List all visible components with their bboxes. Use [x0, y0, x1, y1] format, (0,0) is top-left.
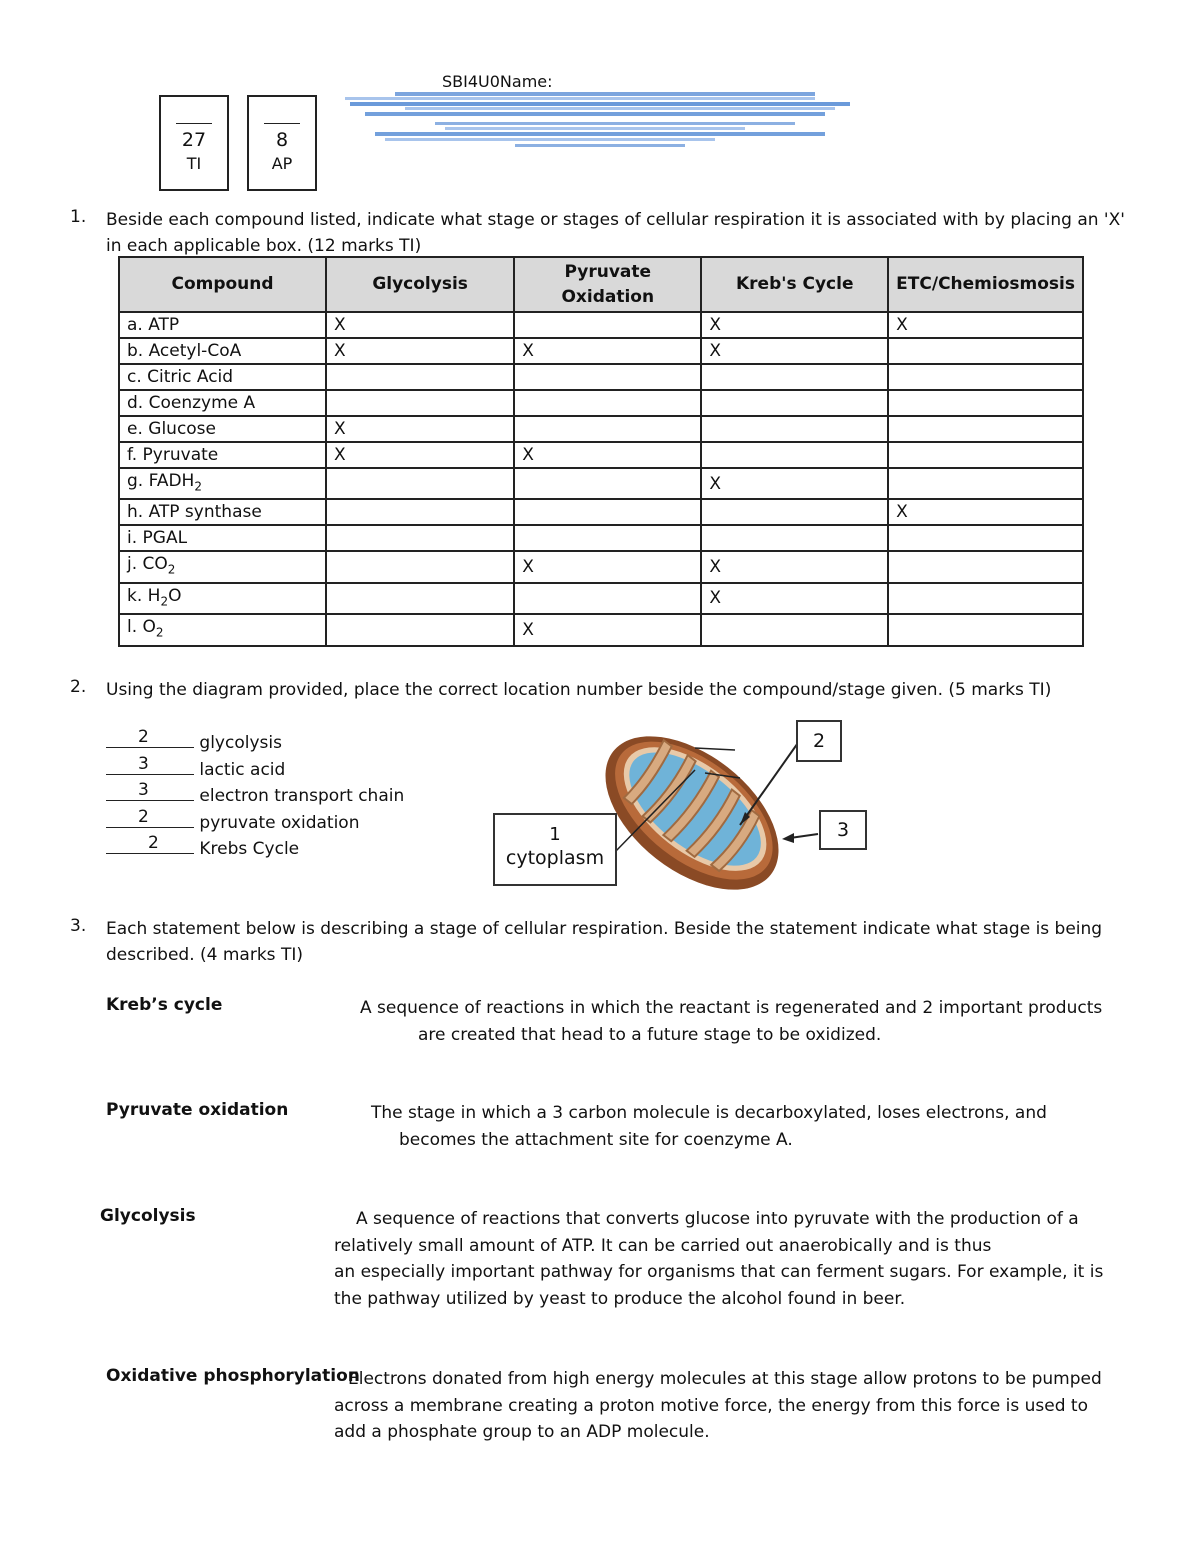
list-item [106, 753, 404, 784]
stage-checkbox-cell[interactable]: X [888, 312, 1083, 338]
answer-label: pyruvate oxidation [199, 812, 360, 833]
stage-checkbox-cell[interactable]: X [514, 614, 701, 645]
answer-label: lactic acid [199, 759, 286, 780]
stage-checkbox-cell[interactable] [701, 364, 888, 390]
stage-checkbox-cell[interactable]: X [701, 338, 888, 364]
q2-number: 2. [70, 677, 87, 697]
q3-answer-glycolysis: Glycolysis [100, 1206, 196, 1226]
stage-checkbox-cell[interactable] [888, 442, 1083, 468]
q3-statement-2: The stage in which a 3 carbon molecule is decarboxylated, loses electrons, and becomes the attachment site for coenzyme A. [371, 1103, 1047, 1150]
list-item [106, 780, 405, 810]
answer-blank[interactable]: 2 [106, 853, 194, 854]
compound-cell: c. Citric Acid [119, 364, 326, 390]
mitochondrion-diagram [585, 718, 800, 908]
location-1-number: 1 [549, 824, 561, 845]
stage-checkbox-cell[interactable]: X [701, 312, 888, 338]
score-box-ti [159, 95, 229, 191]
stage-checkbox-cell[interactable] [701, 499, 888, 525]
answer-blank[interactable]: 3 [106, 774, 194, 775]
stage-checkbox-cell[interactable] [514, 583, 701, 614]
compound-cell: i. PGAL [119, 525, 326, 551]
col-compound: Compound [119, 257, 326, 312]
compound-cell: l. $O_2$ [119, 614, 326, 645]
compound-cell: j. $CO_2$ [119, 551, 326, 582]
stage-checkbox-cell[interactable]: X [701, 551, 888, 582]
table-row [119, 312, 1083, 338]
q3-number: 3. [70, 916, 87, 936]
stage-checkbox-cell[interactable] [514, 364, 701, 390]
stage-checkbox-cell[interactable] [701, 525, 888, 551]
stage-checkbox-cell[interactable] [514, 468, 701, 499]
stage-checkbox-cell[interactable] [888, 525, 1083, 551]
table-row [119, 390, 1083, 416]
location-1-label: cytoplasm [505, 847, 605, 869]
q3-answer-krebs: Kreb’s cycle [106, 995, 223, 1015]
compound-cell: g. $FADH_2$ [119, 468, 326, 499]
stage-checkbox-cell[interactable]: X [514, 442, 701, 468]
compound-cell: e. Glucose [119, 416, 326, 442]
stage-checkbox-cell[interactable]: X [326, 442, 514, 468]
stage-checkbox-cell[interactable] [326, 551, 514, 582]
score-ap-value: 8 [275, 129, 289, 151]
stage-checkbox-cell[interactable] [514, 499, 701, 525]
q2-answer-list [106, 727, 405, 863]
answer-label: Krebs Cycle [199, 839, 300, 859]
table-row [119, 364, 1083, 390]
answer-blank[interactable]: 3 [106, 800, 194, 801]
stage-checkbox-cell[interactable]: X [888, 499, 1083, 525]
stage-checkbox-cell[interactable] [326, 525, 514, 551]
compound-cell: b. Acetyl-CoA [119, 338, 326, 364]
list-item [106, 727, 404, 757]
col-etc: ETC/Chemiosmosis [888, 257, 1083, 312]
stage-checkbox-cell[interactable] [326, 499, 514, 525]
stage-checkbox-cell[interactable] [888, 583, 1083, 614]
list-item [106, 833, 404, 863]
name-line: SBI4U0Name: [442, 72, 553, 91]
table-row [119, 583, 1083, 614]
table-header-row [119, 257, 1083, 312]
table-row [119, 442, 1083, 468]
stage-checkbox-cell[interactable] [326, 583, 514, 614]
table-row [119, 525, 1083, 551]
stage-checkbox-cell[interactable] [326, 364, 514, 390]
q3-prompt: Each statement below is describing a stage of cellular respiration. Beside the statement indicate what stage is being described. (4 marks TI) [106, 919, 1103, 965]
stage-checkbox-cell[interactable] [514, 525, 701, 551]
stage-checkbox-cell[interactable] [514, 312, 701, 338]
stage-checkbox-cell[interactable] [888, 416, 1083, 442]
stage-checkbox-cell[interactable] [888, 468, 1083, 499]
score-box-ap [247, 95, 317, 191]
q3-answer-pyruvate: Pyruvate oxidation [106, 1100, 289, 1120]
table-row [119, 614, 1083, 645]
q3-answer-oxphos: Oxidative phosphorylation [106, 1366, 360, 1386]
score-ap-label: AP [271, 154, 293, 173]
q3-statement-3: A sequence of reactions that converts glucose into pyruvate with the production of a relatively small amount of ATP. It can be carried out anaerobically and is thus an especially important pathway for organisms that can ferment sugars. For example, it is the pathway utilized by yeast to produce the alcohol found in beer. [334, 1209, 1104, 1309]
compound-cell: a. ATP [119, 312, 326, 338]
score-ti-value: 27 [181, 129, 207, 151]
stage-checkbox-cell[interactable] [326, 390, 514, 416]
stage-checkbox-cell[interactable]: X [514, 338, 701, 364]
stage-checkbox-cell[interactable] [701, 390, 888, 416]
table-row [119, 468, 1083, 499]
stage-checkbox-cell[interactable] [514, 416, 701, 442]
answer-blank[interactable]: 2 [106, 747, 194, 748]
answer-blank[interactable]: 2 [106, 827, 194, 828]
q2-prompt: Using the diagram provided, place the correct location number beside the compound/stage given. (5 marks TI) [106, 680, 1052, 700]
stage-checkbox-cell[interactable]: X [701, 468, 888, 499]
stage-checkbox-cell[interactable] [701, 614, 888, 645]
stage-checkbox-cell[interactable]: X [326, 416, 514, 442]
stage-checkbox-cell[interactable] [514, 390, 701, 416]
respiration-table [118, 256, 1084, 647]
stage-checkbox-cell[interactable]: X [701, 583, 888, 614]
table-row [119, 416, 1083, 442]
stage-checkbox-cell[interactable]: X [326, 312, 514, 338]
q3-statement-4: Electrons donated from high energy molecules at this stage allow protons to be pumped across a membrane creating a proton motive force, the energy from this force is used to add a phosphate group to an ADP molecule. [334, 1369, 1102, 1442]
answer-label: electron transport chain [199, 786, 405, 806]
compound-cell: h. ATP synthase [119, 499, 326, 525]
stage-checkbox-cell[interactable] [701, 442, 888, 468]
stage-checkbox-cell[interactable] [326, 614, 514, 645]
answer-label: glycolysis [199, 733, 282, 753]
compound-cell: f. Pyruvate [119, 442, 326, 468]
location-box-3: 3 [819, 810, 867, 850]
location-box-2: 2 [796, 720, 842, 762]
compound-cell: d. Coenzyme A [119, 390, 326, 416]
location-box-1 [493, 813, 617, 886]
stage-checkbox-cell[interactable] [326, 468, 514, 499]
stage-checkbox-cell[interactable] [888, 364, 1083, 390]
table-row [119, 551, 1083, 582]
stage-checkbox-cell[interactable] [701, 416, 888, 442]
stage-checkbox-cell[interactable]: X [326, 338, 514, 364]
stage-checkbox-cell[interactable] [888, 614, 1083, 645]
score-ti-label: TI [186, 154, 202, 173]
redacted-name-scribble [345, 86, 850, 152]
stage-checkbox-cell[interactable] [888, 338, 1083, 364]
col-glycolysis: Glycolysis [326, 257, 514, 312]
col-pyruvate-oxidation: Pyruvate Oxidation [514, 257, 701, 312]
compound-cell: k. $H_2O$ [119, 583, 326, 614]
q1-number: 1. [70, 207, 87, 227]
stage-checkbox-cell[interactable] [888, 551, 1083, 582]
q1-prompt: Beside each compound listed, indicate what stage or stages of cellular respiration it is associated with by placing an 'X' in each applicable box. (12 marks TI) [106, 210, 1125, 256]
q3-statement-1: A sequence of reactions in which the reactant is regenerated and 2 important products are created that head to a future stage to be oxidized. [360, 998, 1103, 1045]
col-krebs-cycle: Kreb's Cycle [701, 257, 888, 312]
stage-checkbox-cell[interactable]: X [514, 551, 701, 582]
stage-checkbox-cell[interactable] [888, 390, 1083, 416]
table-row [119, 499, 1083, 525]
table-row [119, 338, 1083, 364]
